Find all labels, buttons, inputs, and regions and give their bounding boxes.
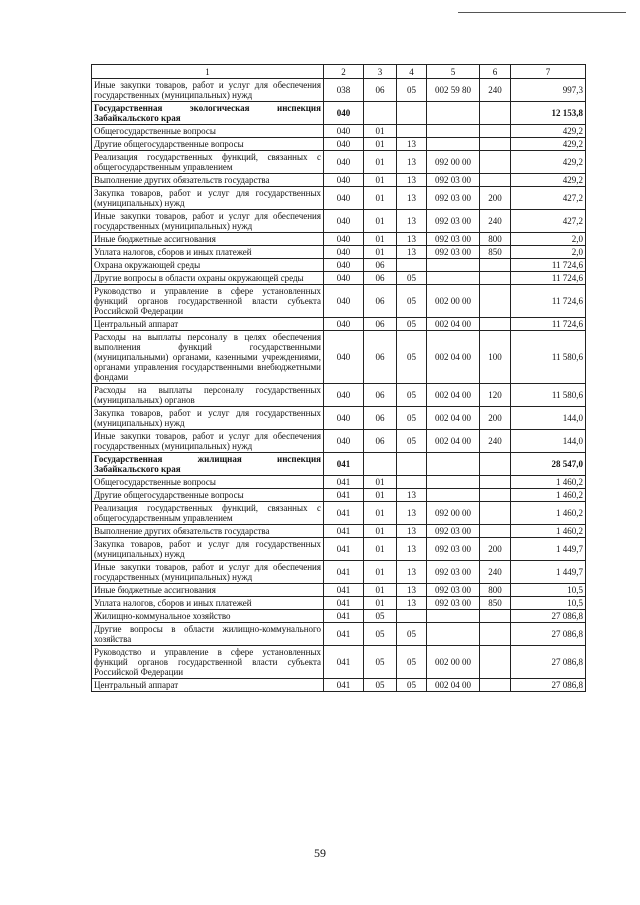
table-row — [92, 285, 586, 318]
column-name-cell: Иные бюджетные ассигнования — [92, 584, 324, 597]
column-expense-type-cell: 240 — [480, 210, 511, 233]
column-admin-code-cell: 040 — [324, 246, 364, 259]
column-target-article-cell: 092 03 00 — [427, 246, 480, 259]
column-expense-type-cell — [480, 489, 511, 502]
column-admin-code-cell: 041 — [324, 525, 364, 538]
column-section-cell: 06 — [364, 318, 397, 331]
table-row — [92, 597, 586, 610]
column-section-cell: 01 — [364, 597, 397, 610]
column-target-article-cell: 092 00 00 — [427, 502, 480, 525]
column-amount-cell: 11 580,6 — [511, 384, 586, 407]
table-row — [92, 138, 586, 151]
column-target-article-cell: 092 03 00 — [427, 187, 480, 210]
column-admin-code-cell: 040 — [324, 430, 364, 453]
column-target-article-cell: 002 00 00 — [427, 646, 480, 679]
column-expense-type-cell — [480, 453, 511, 476]
column-subsection-cell: 13 — [397, 233, 427, 246]
table-row — [92, 430, 586, 453]
column-expense-type-cell — [480, 525, 511, 538]
column-expense-type-cell: 100 — [480, 331, 511, 384]
header-rule — [458, 12, 626, 13]
column-target-article-cell: 002 04 00 — [427, 407, 480, 430]
table-row — [92, 407, 586, 430]
column-amount-cell: 429,2 — [511, 151, 586, 174]
column-amount-cell: 10,5 — [511, 584, 586, 597]
column-target-article-cell: 002 59 80 — [427, 79, 480, 102]
column-amount-cell: 1 460,2 — [511, 489, 586, 502]
column-expense-type-cell: 200 — [480, 538, 511, 561]
column-amount-cell: 429,2 — [511, 125, 586, 138]
column-amount-cell: 427,2 — [511, 210, 586, 233]
table-row — [92, 646, 586, 679]
column-admin-code-cell: 040 — [324, 318, 364, 331]
column-expense-type-cell — [480, 102, 511, 125]
column-amount-cell: 1 460,2 — [511, 525, 586, 538]
column-section-cell: 01 — [364, 174, 397, 187]
page-number: 59 — [314, 846, 326, 860]
column-subsection-cell: 13 — [397, 525, 427, 538]
column-subsection-cell — [397, 259, 427, 272]
column-expense-type-cell — [480, 125, 511, 138]
column-section-cell: 01 — [364, 233, 397, 246]
column-section-cell: 05 — [364, 679, 397, 692]
column-subsection-cell: 05 — [397, 430, 427, 453]
column-name-cell: Другие общегосударственные вопросы — [92, 138, 324, 151]
table-row — [92, 610, 586, 623]
column-subsection-cell: 05 — [397, 407, 427, 430]
column-section-cell: 01 — [364, 538, 397, 561]
table-row — [92, 187, 586, 210]
column-subsection-cell: 05 — [397, 318, 427, 331]
column-amount-cell: 27 086,8 — [511, 610, 586, 623]
column-section-cell: 06 — [364, 272, 397, 285]
column-target-article-cell — [427, 125, 480, 138]
column-section-cell: 05 — [364, 623, 397, 646]
column-admin-code-cell: 040 — [324, 151, 364, 174]
table-row — [92, 210, 586, 233]
header-column-target-article: 5 — [427, 65, 480, 79]
column-subsection-cell — [397, 453, 427, 476]
column-name-cell: Государственная экологическая инспекция Забайкальского края — [92, 102, 324, 125]
table-row — [92, 102, 586, 125]
column-section-cell: 01 — [364, 138, 397, 151]
column-expense-type-cell: 240 — [480, 430, 511, 453]
column-section-cell: 05 — [364, 610, 397, 623]
column-admin-code-cell: 040 — [324, 102, 364, 125]
column-name-cell: Общегосударственные вопросы — [92, 476, 324, 489]
column-admin-code-cell: 041 — [324, 476, 364, 489]
column-amount-cell: 1 449,7 — [511, 538, 586, 561]
column-expense-type-cell — [480, 151, 511, 174]
column-subsection-cell: 05 — [397, 679, 427, 692]
column-subsection-cell: 13 — [397, 584, 427, 597]
column-expense-type-cell — [480, 476, 511, 489]
column-name-cell: Реализация государственных функций, связанных с общегосударственным управлением — [92, 151, 324, 174]
column-target-article-cell: 092 03 00 — [427, 233, 480, 246]
column-amount-cell: 12 153,8 — [511, 102, 586, 125]
column-target-article-cell: 002 00 00 — [427, 285, 480, 318]
column-name-cell: Иные закупки товаров, работ и услуг для обеспечения государственных (муниципальных) нужд — [92, 561, 324, 584]
column-section-cell: 06 — [364, 407, 397, 430]
column-subsection-cell: 05 — [397, 79, 427, 102]
column-section-cell: 01 — [364, 187, 397, 210]
column-subsection-cell: 13 — [397, 561, 427, 584]
column-subsection-cell — [397, 102, 427, 125]
column-admin-code-cell: 041 — [324, 623, 364, 646]
table-row — [92, 331, 586, 384]
column-subsection-cell: 13 — [397, 138, 427, 151]
column-admin-code-cell: 041 — [324, 538, 364, 561]
column-subsection-cell: 13 — [397, 597, 427, 610]
column-admin-code-cell: 040 — [324, 331, 364, 384]
column-target-article-cell: 002 04 00 — [427, 679, 480, 692]
column-target-article-cell — [427, 259, 480, 272]
column-expense-type-cell — [480, 318, 511, 331]
table-row — [92, 489, 586, 502]
column-amount-cell: 1 449,7 — [511, 561, 586, 584]
table-row — [92, 584, 586, 597]
column-target-article-cell — [427, 476, 480, 489]
column-admin-code-cell: 041 — [324, 646, 364, 679]
column-amount-cell: 27 086,8 — [511, 646, 586, 679]
column-admin-code-cell: 041 — [324, 561, 364, 584]
column-target-article-cell: 002 04 00 — [427, 331, 480, 384]
column-amount-cell: 11 724,6 — [511, 318, 586, 331]
column-target-article-cell: 092 03 00 — [427, 584, 480, 597]
column-name-cell: Руководство и управление в сфере установленных функций органов государственной власти субъекта Российской Федерации — [92, 646, 324, 679]
column-subsection-cell — [397, 125, 427, 138]
column-amount-cell: 11 724,6 — [511, 272, 586, 285]
column-subsection-cell: 13 — [397, 187, 427, 210]
table-row — [92, 79, 586, 102]
table-row — [92, 623, 586, 646]
table-row — [92, 679, 586, 692]
column-name-cell: Выполнение других обязательств государства — [92, 174, 324, 187]
column-subsection-cell: 13 — [397, 538, 427, 561]
column-target-article-cell: 092 03 00 — [427, 210, 480, 233]
column-section-cell — [364, 102, 397, 125]
column-section-cell: 06 — [364, 285, 397, 318]
column-expense-type-cell: 240 — [480, 561, 511, 584]
column-section-cell: 06 — [364, 384, 397, 407]
column-amount-cell: 1 460,2 — [511, 476, 586, 489]
column-section-cell: 01 — [364, 476, 397, 489]
column-amount-cell: 2,0 — [511, 246, 586, 259]
column-subsection-cell: 13 — [397, 246, 427, 259]
column-name-cell: Центральный аппарат — [92, 679, 324, 692]
column-expense-type-cell — [480, 623, 511, 646]
column-subsection-cell: 05 — [397, 331, 427, 384]
header-column-subsection: 4 — [397, 65, 427, 79]
column-expense-type-cell: 240 — [480, 79, 511, 102]
column-name-cell: Центральный аппарат — [92, 318, 324, 331]
column-expense-type-cell: 850 — [480, 597, 511, 610]
table-row — [92, 453, 586, 476]
column-admin-code-cell: 040 — [324, 138, 364, 151]
column-admin-code-cell: 040 — [324, 285, 364, 318]
column-name-cell: Общегосударственные вопросы — [92, 125, 324, 138]
column-admin-code-cell: 041 — [324, 679, 364, 692]
column-target-article-cell — [427, 272, 480, 285]
column-expense-type-cell: 800 — [480, 584, 511, 597]
column-section-cell: 01 — [364, 489, 397, 502]
table-row — [92, 272, 586, 285]
column-subsection-cell: 13 — [397, 210, 427, 233]
column-admin-code-cell: 040 — [324, 125, 364, 138]
column-section-cell: 05 — [364, 646, 397, 679]
column-section-cell: 06 — [364, 259, 397, 272]
column-admin-code-cell: 040 — [324, 384, 364, 407]
column-expense-type-cell — [480, 502, 511, 525]
column-target-article-cell: 092 03 00 — [427, 561, 480, 584]
column-name-cell: Жилищно-коммунальное хозяйство — [92, 610, 324, 623]
column-admin-code-cell: 038 — [324, 79, 364, 102]
column-expense-type-cell — [480, 138, 511, 151]
column-target-article-cell — [427, 489, 480, 502]
table-row — [92, 318, 586, 331]
column-subsection-cell: 13 — [397, 502, 427, 525]
column-expense-type-cell: 120 — [480, 384, 511, 407]
column-subsection-cell: 13 — [397, 151, 427, 174]
column-target-article-cell: 092 03 00 — [427, 538, 480, 561]
column-section-cell: 01 — [364, 561, 397, 584]
column-amount-cell: 429,2 — [511, 138, 586, 151]
column-section-cell: 01 — [364, 502, 397, 525]
column-section-cell: 06 — [364, 430, 397, 453]
column-name-cell: Уплата налогов, сборов и иных платежей — [92, 246, 324, 259]
column-name-cell: Закупка товаров, работ и услуг для государственных (муниципальных) нужд — [92, 407, 324, 430]
column-admin-code-cell: 040 — [324, 272, 364, 285]
header-column-expense-type: 6 — [480, 65, 511, 79]
column-name-cell: Охрана окружающей среды — [92, 259, 324, 272]
column-expense-type-cell: 800 — [480, 233, 511, 246]
column-amount-cell: 10,5 — [511, 597, 586, 610]
column-section-cell: 01 — [364, 246, 397, 259]
column-expense-type-cell — [480, 679, 511, 692]
column-name-cell: Реализация государственных функций, связанных с общегосударственным управлением — [92, 502, 324, 525]
column-expense-type-cell — [480, 285, 511, 318]
table-row — [92, 259, 586, 272]
column-name-cell: Другие общегосударственные вопросы — [92, 489, 324, 502]
column-name-cell: Другие вопросы в области жилищно-коммунального хозяйства — [92, 623, 324, 646]
column-section-cell: 01 — [364, 125, 397, 138]
column-section-cell: 01 — [364, 210, 397, 233]
column-subsection-cell — [397, 610, 427, 623]
column-target-article-cell: 092 00 00 — [427, 151, 480, 174]
table-row — [92, 561, 586, 584]
column-admin-code-cell: 040 — [324, 233, 364, 246]
column-subsection-cell: 13 — [397, 489, 427, 502]
column-name-cell: Государственная жилищная инспекция Забайкальского края — [92, 453, 324, 476]
column-name-cell: Иные закупки товаров, работ и услуг для обеспечения государственных (муниципальных) нужд — [92, 79, 324, 102]
column-target-article-cell: 002 04 00 — [427, 430, 480, 453]
table-row — [92, 384, 586, 407]
column-name-cell: Расходы на выплаты персоналу в целях обеспечения выполнения функций государственными (муниципальными) органами, казенными учреждениями, органами управления государственными внебюджетными фондами — [92, 331, 324, 384]
column-section-cell: 01 — [364, 151, 397, 174]
column-expense-type-cell — [480, 259, 511, 272]
column-admin-code-cell: 040 — [324, 187, 364, 210]
table-row — [92, 246, 586, 259]
column-admin-code-cell: 041 — [324, 610, 364, 623]
column-admin-code-cell: 041 — [324, 502, 364, 525]
column-admin-code-cell: 040 — [324, 174, 364, 187]
header-column-name: 1 — [92, 65, 324, 79]
column-target-article-cell: 092 03 00 — [427, 525, 480, 538]
column-target-article-cell — [427, 138, 480, 151]
column-name-cell: Иные закупки товаров, работ и услуг для обеспечения государственных (муниципальных) нужд — [92, 430, 324, 453]
column-section-cell: 01 — [364, 584, 397, 597]
column-admin-code-cell: 041 — [324, 453, 364, 476]
column-subsection-cell: 05 — [397, 384, 427, 407]
column-expense-type-cell: 850 — [480, 246, 511, 259]
header-column-admin-code: 2 — [324, 65, 364, 79]
column-name-cell: Уплата налогов, сборов и иных платежей — [92, 597, 324, 610]
budget-table — [91, 64, 586, 692]
column-admin-code-cell: 040 — [324, 259, 364, 272]
column-section-cell: 06 — [364, 79, 397, 102]
column-amount-cell: 1 460,2 — [511, 502, 586, 525]
header-row — [92, 65, 586, 79]
column-name-cell: Расходы на выплаты персоналу государственных (муниципальных) органов — [92, 384, 324, 407]
column-name-cell: Другие вопросы в области охраны окружающей среды — [92, 272, 324, 285]
table-row — [92, 476, 586, 489]
table-row — [92, 125, 586, 138]
column-target-article-cell — [427, 453, 480, 476]
column-admin-code-cell: 040 — [324, 210, 364, 233]
column-target-article-cell: 002 04 00 — [427, 318, 480, 331]
column-amount-cell: 11 580,6 — [511, 331, 586, 384]
column-subsection-cell — [397, 476, 427, 489]
column-amount-cell: 144,0 — [511, 407, 586, 430]
column-target-article-cell — [427, 102, 480, 125]
column-amount-cell: 27 086,8 — [511, 679, 586, 692]
column-expense-type-cell — [480, 272, 511, 285]
column-amount-cell: 427,2 — [511, 187, 586, 210]
column-name-cell: Закупка товаров, работ и услуг для государственных (муниципальных) нужд — [92, 187, 324, 210]
column-target-article-cell: 092 03 00 — [427, 597, 480, 610]
column-admin-code-cell: 041 — [324, 584, 364, 597]
column-target-article-cell — [427, 610, 480, 623]
table-row — [92, 502, 586, 525]
table-row — [92, 538, 586, 561]
column-name-cell: Руководство и управление в сфере установленных функций органов государственной власти субъекта Российской Федерации — [92, 285, 324, 318]
column-expense-type-cell — [480, 610, 511, 623]
column-expense-type-cell — [480, 174, 511, 187]
column-name-cell: Иные закупки товаров, работ и услуг для обеспечения государственных (муниципальных) нужд — [92, 210, 324, 233]
header-column-amount: 7 — [511, 65, 586, 79]
column-amount-cell: 28 547,0 — [511, 453, 586, 476]
column-amount-cell: 11 724,6 — [511, 259, 586, 272]
column-amount-cell: 429,2 — [511, 174, 586, 187]
column-amount-cell: 997,3 — [511, 79, 586, 102]
column-amount-cell: 11 724,6 — [511, 285, 586, 318]
column-section-cell: 06 — [364, 331, 397, 384]
column-subsection-cell: 05 — [397, 623, 427, 646]
header-column-section: 3 — [364, 65, 397, 79]
table-row — [92, 174, 586, 187]
column-section-cell — [364, 453, 397, 476]
column-target-article-cell — [427, 623, 480, 646]
column-subsection-cell: 05 — [397, 272, 427, 285]
column-subsection-cell: 13 — [397, 174, 427, 187]
column-name-cell: Иные бюджетные ассигнования — [92, 233, 324, 246]
column-amount-cell: 144,0 — [511, 430, 586, 453]
table-row — [92, 233, 586, 246]
column-expense-type-cell: 200 — [480, 187, 511, 210]
column-amount-cell: 2,0 — [511, 233, 586, 246]
column-subsection-cell: 05 — [397, 646, 427, 679]
column-name-cell: Закупка товаров, работ и услуг для государственных (муниципальных) нужд — [92, 538, 324, 561]
column-admin-code-cell: 040 — [324, 407, 364, 430]
column-subsection-cell: 05 — [397, 285, 427, 318]
column-admin-code-cell: 041 — [324, 489, 364, 502]
column-target-article-cell: 092 03 00 — [427, 174, 480, 187]
table-row — [92, 525, 586, 538]
column-target-article-cell: 002 04 00 — [427, 384, 480, 407]
column-amount-cell: 27 086,8 — [511, 623, 586, 646]
column-admin-code-cell: 041 — [324, 597, 364, 610]
table-row — [92, 151, 586, 174]
column-expense-type-cell — [480, 646, 511, 679]
column-expense-type-cell: 200 — [480, 407, 511, 430]
column-name-cell: Выполнение других обязательств государства — [92, 525, 324, 538]
column-section-cell: 01 — [364, 525, 397, 538]
